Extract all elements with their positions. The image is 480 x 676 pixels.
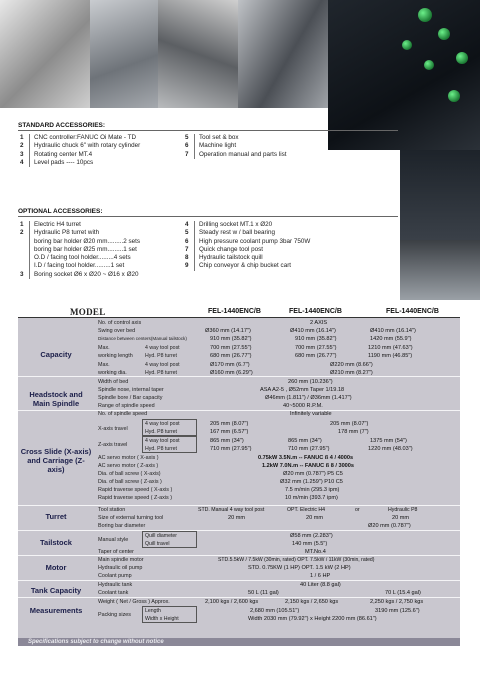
accessory-number bbox=[20, 254, 30, 262]
accessory-text: Chip conveyor & chip bucket cart bbox=[199, 262, 292, 270]
divider bbox=[18, 376, 460, 377]
spec-value: 1420 mm (55.9") bbox=[370, 336, 412, 342]
accessory-number: 6 bbox=[185, 238, 195, 246]
accessory-item bbox=[20, 262, 185, 270]
spec-value: or bbox=[355, 507, 360, 513]
machine-photo-3 bbox=[158, 0, 238, 108]
accessory-item bbox=[185, 262, 385, 270]
panel-button-icon bbox=[456, 52, 468, 64]
optional-accessories-title: OPTIONAL ACCESSORIES: bbox=[18, 208, 103, 215]
spec-value: 865 mm (34") bbox=[210, 438, 244, 444]
spec-sublabel: Quill travel bbox=[145, 541, 170, 547]
model-label: MODEL bbox=[70, 307, 106, 317]
category-cross-slide: Cross Slide (X-axis) and Carriage (Z-axis) bbox=[20, 447, 92, 474]
spec-footer bbox=[18, 638, 460, 646]
spec-label: Coolant pump bbox=[98, 573, 132, 579]
spec-value: Hydraulic P8 bbox=[388, 507, 418, 513]
category-tank: Tank Capacity bbox=[30, 586, 82, 595]
panel-button-icon bbox=[424, 60, 434, 70]
spec-value: ASA A2-5 , Ø52mm Taper 1/19.18 bbox=[260, 387, 345, 393]
spec-value: 20 mm bbox=[306, 515, 324, 521]
spec-value: 865 mm (34") bbox=[288, 438, 322, 444]
accessory-item bbox=[185, 142, 335, 150]
spec-value: 700 mm (27.55") bbox=[210, 345, 252, 351]
spec-label: Rapid traverse speed ( X-axis ) bbox=[98, 487, 173, 493]
accessory-text: High pressure coolant pump 3bar 750W bbox=[199, 237, 311, 245]
spec-value: 710 mm (27.95") bbox=[288, 446, 330, 452]
spec-value: OPT. Electric H4 bbox=[287, 507, 326, 513]
standard-list-left bbox=[20, 134, 185, 167]
spec-value: 178 mm (7") bbox=[338, 429, 369, 435]
spec-value: Infinitely variable bbox=[290, 411, 332, 417]
spec-value: 3190 mm (125.6") bbox=[375, 608, 420, 614]
spec-label: working length bbox=[98, 353, 133, 359]
accessory-text: Machine light bbox=[199, 142, 237, 150]
divider bbox=[18, 216, 398, 217]
standard-accessories-title: STANDARD ACCESSORIES: bbox=[18, 122, 106, 129]
accessory-number: 6 bbox=[185, 142, 195, 150]
accessory-number: 7 bbox=[185, 151, 195, 159]
model-col-2: FEL-1440ENC/B bbox=[289, 308, 342, 315]
control-panel-side-photo bbox=[400, 150, 480, 240]
spec-label: Distance between centers(Manual tailstock) bbox=[98, 336, 187, 341]
spec-label: Tool station bbox=[98, 507, 126, 513]
spec-value: 167 mm (6.57") bbox=[210, 429, 249, 435]
accessory-item bbox=[20, 151, 185, 159]
model-col-3: FEL-1440ENC/B bbox=[386, 308, 439, 315]
accessory-text: I.D / facing tool holder.........1 set bbox=[34, 262, 125, 270]
accessory-item bbox=[185, 254, 385, 262]
accessory-item bbox=[185, 229, 385, 237]
panel-button-icon bbox=[402, 40, 412, 50]
spec-value: 2 AXIS bbox=[310, 320, 328, 326]
accessory-number: 5 bbox=[185, 134, 195, 142]
spec-value: Ø410 mm (16.14") bbox=[290, 328, 336, 334]
spec-value: 680 mm (26.77") bbox=[295, 353, 337, 359]
spec-sublabel: Width x Height bbox=[145, 616, 179, 622]
spec-value: 1375 mm (54") bbox=[370, 438, 407, 444]
accessory-item bbox=[20, 254, 185, 262]
spec-label: Max. bbox=[98, 362, 110, 368]
accessory-number: 4 bbox=[185, 221, 195, 229]
spec-label: Hydraulic tank bbox=[98, 582, 133, 588]
category-capacity: Capacity bbox=[40, 350, 72, 359]
spec-label: Spindle bore / Bar capacity bbox=[98, 395, 163, 401]
accessory-text: Hydraulic chuck 6" with rotary cylinder bbox=[34, 142, 141, 150]
accessory-item bbox=[185, 246, 385, 254]
spec-label: Dia. of ball screw ( X-axis) bbox=[98, 471, 161, 477]
accessory-number: 4 bbox=[20, 159, 30, 167]
spec-label: Boring bar diameter bbox=[98, 523, 146, 529]
accessory-number: 1 bbox=[20, 134, 30, 142]
divider bbox=[18, 530, 460, 531]
accessory-number: 5 bbox=[185, 229, 195, 237]
spec-label: Weight ( Net / Gross ) Approx. bbox=[98, 599, 170, 605]
accessory-text: Electric H4 turret bbox=[34, 221, 81, 228]
accessory-item bbox=[185, 134, 335, 142]
spec-label: AC servo motor ( X-axis ) bbox=[98, 455, 159, 461]
spec-value: 910 mm (35.82") bbox=[295, 336, 337, 342]
accessory-number: 8 bbox=[185, 254, 195, 262]
spec-value: Ø20 mm (0.787") P5 C5 bbox=[283, 471, 343, 477]
spec-value: 710 mm (27.95") bbox=[210, 446, 252, 452]
accessory-item bbox=[20, 238, 185, 246]
divider bbox=[18, 410, 460, 411]
accessory-number bbox=[20, 246, 30, 254]
accessory-text: O.D / facing tool holder.........4 sets bbox=[34, 254, 131, 262]
spec-value: Ø160 mm (6.29") bbox=[210, 370, 253, 376]
machine-photo-1 bbox=[0, 0, 90, 108]
spec-sublabel: Quill diameter bbox=[145, 533, 178, 539]
spec-value: STD. 0.75KW (1 HP) OPT. 1.5 kW (2 HP) bbox=[248, 565, 351, 571]
accessory-text: Hydraulic P8 turret with bbox=[34, 229, 100, 237]
divider bbox=[18, 130, 398, 131]
spec-value: STD. Manual 4 way tool post bbox=[198, 507, 265, 513]
spec-label: Rapid traverse speed ( Z-axis ) bbox=[98, 495, 172, 501]
spec-label: Range of spindle speed bbox=[98, 403, 155, 409]
spec-value: 20 mm bbox=[228, 515, 246, 521]
accessory-item bbox=[20, 246, 185, 254]
spec-sublabel: 4 way tool post bbox=[145, 362, 180, 368]
accessory-number: 1 bbox=[20, 221, 30, 229]
accessory-item bbox=[20, 271, 185, 279]
spec-label: No. of spindle speed bbox=[98, 411, 148, 417]
spec-value: 1210 mm (47.63") bbox=[368, 345, 413, 351]
panel-button-icon bbox=[418, 8, 432, 22]
accessory-number: 9 bbox=[185, 262, 195, 270]
spec-label: Coolant tank bbox=[98, 590, 129, 596]
disclaimer-text: Specifications subject to change without notice bbox=[28, 639, 164, 645]
accessory-text: boring bar holder Ø25 mm.........1 set bbox=[34, 245, 137, 253]
spec-value: MT.No.4 bbox=[305, 549, 326, 555]
spec-label: working dia. bbox=[98, 370, 127, 376]
accessory-text: boring bar holder Ø20 mm.........2 sets bbox=[34, 237, 141, 245]
spec-value: 50 L (11 gal) bbox=[248, 590, 279, 596]
divider bbox=[18, 580, 460, 581]
spec-value: Width 2030 mm (79.92") x Height 2200 mm (86.61") bbox=[248, 616, 377, 622]
accessory-text: Quick change tool post bbox=[199, 245, 264, 253]
spec-value: 2,150 kgs / 2,650 kgs bbox=[285, 599, 339, 605]
divider bbox=[18, 555, 460, 556]
divider bbox=[18, 597, 460, 598]
spec-label: Dia. of ball screw ( Z-axis ) bbox=[98, 479, 162, 485]
spec-label: Size of external turning tool bbox=[98, 515, 164, 521]
spec-value: 1.2kW 7.0N.m -- FANUC ß 8 / 3000s bbox=[262, 463, 355, 469]
spec-sublabel: 4 way tool post bbox=[145, 345, 180, 351]
spec-value: Ø46mm (1.811") / Ø36mm (1.417") bbox=[265, 395, 352, 401]
spec-label: Width of bed bbox=[98, 379, 129, 385]
spec-value: 10 m/min (393.7 ipm) bbox=[285, 495, 338, 501]
spec-label: Max. bbox=[98, 345, 110, 351]
optional-list-left bbox=[20, 221, 185, 279]
spec-value: 20 mm bbox=[392, 515, 410, 521]
accessory-text: Steady rest w / ball bearing bbox=[199, 229, 275, 237]
spec-label: Hydraulic oil pump bbox=[98, 565, 143, 571]
accessory-item bbox=[20, 229, 185, 237]
control-panel-base-photo bbox=[400, 240, 480, 300]
spec-value: 0.75kW 3.5N.m -- FANUC ß 4 / 4000s bbox=[258, 455, 354, 461]
spec-value: 1220 mm (48.03") bbox=[368, 446, 413, 452]
control-panel-photo bbox=[328, 0, 480, 150]
spec-value: 700 mm (27.55") bbox=[295, 345, 337, 351]
panel-button-icon bbox=[438, 28, 450, 40]
spec-value: 1190 mm (46.85") bbox=[368, 353, 413, 359]
standard-list-right bbox=[185, 134, 335, 159]
spec-value: Ø220 mm (8.66") bbox=[330, 362, 373, 368]
spec-sublabel: Hyd. P8 turret bbox=[145, 370, 178, 376]
spec-label: No. of control axis bbox=[98, 320, 142, 326]
accessory-item bbox=[185, 221, 385, 229]
accessory-item bbox=[20, 142, 185, 150]
spec-value: Ø20 mm (0.787") bbox=[368, 523, 411, 529]
spec-value: Ø170 mm (6.7") bbox=[210, 362, 250, 368]
spec-sublabel: 4 way tool post bbox=[145, 438, 180, 444]
spec-label: AC servo motor ( Z-axis ) bbox=[98, 463, 159, 469]
spec-value: Ø210 mm (8.27") bbox=[330, 370, 373, 376]
spec-value: 140 mm (5.5") bbox=[292, 541, 328, 547]
spec-value: 7.5 m/min (295.3 ipm) bbox=[285, 487, 340, 493]
category-tailstock: Tailstock bbox=[40, 538, 72, 547]
category-measurements: Measurements bbox=[29, 606, 83, 615]
spec-label: Z-axis travel bbox=[98, 442, 128, 448]
spec-sublabel: Hyd. P8 turret bbox=[145, 353, 178, 359]
category-motor: Motor bbox=[45, 563, 67, 572]
accessory-number: 2 bbox=[20, 229, 30, 237]
spec-value: Ø58 mm (2.283") bbox=[290, 533, 333, 539]
divider bbox=[18, 505, 460, 506]
spec-label: Spindle nose, internal taper bbox=[98, 387, 164, 393]
spec-label: Taper of center bbox=[98, 549, 134, 555]
spec-value: 205 mm (8.07") bbox=[210, 421, 249, 427]
spec-value: Ø360 mm (14.17") bbox=[205, 328, 251, 334]
accessory-number: 7 bbox=[185, 246, 195, 254]
spec-sublabel: Hyd. P8 turret bbox=[145, 429, 178, 435]
machine-photo-2 bbox=[90, 0, 158, 108]
spec-value: 680 mm (26.77") bbox=[210, 353, 252, 359]
spec-label: X-axis travel bbox=[98, 426, 128, 432]
accessory-item bbox=[185, 238, 385, 246]
spec-value: 2,100 kgs / 2,600 kgs bbox=[205, 599, 259, 605]
accessory-number: 3 bbox=[20, 151, 30, 159]
spec-value: 2,250 kgs / 2,750 kgs bbox=[370, 599, 424, 605]
accessory-text: Drilling socket MT.1 x Ø20 bbox=[199, 221, 273, 228]
category-headstock: Headstock and Main Spindle bbox=[29, 390, 83, 408]
accessory-text: Level pads ---- 10pcs bbox=[34, 158, 94, 166]
spec-sublabel: Hyd. P8 turret bbox=[145, 446, 178, 452]
accessory-item bbox=[20, 134, 185, 142]
spec-value: 40 Liter (8.8 gal) bbox=[300, 582, 341, 588]
accessory-number bbox=[20, 262, 30, 270]
spec-label: Main spindle motor bbox=[98, 557, 144, 563]
spec-value: 2,680 mm (105.51") bbox=[250, 608, 300, 614]
accessory-text: CNC controller:FANUC Oi Mate - TD bbox=[34, 134, 137, 141]
optional-list-right bbox=[185, 221, 385, 271]
accessory-item bbox=[20, 159, 185, 167]
accessory-item bbox=[20, 221, 185, 229]
accessory-text: Tool set & box bbox=[199, 134, 239, 141]
spec-value: STD.5.5kW / 7.5kW (30min, rated) OPT. 7.5kW / 11kW (30min, rated) bbox=[218, 557, 375, 563]
accessory-number bbox=[20, 238, 30, 246]
spec-label: Swing over bed bbox=[98, 328, 136, 334]
accessory-text: Boring socket Ø6 x Ø20 ~ Ø16 x Ø20 bbox=[34, 270, 139, 278]
spec-sublabel: 4 way tool post bbox=[145, 421, 180, 427]
spec-value: 205 mm (8.07") bbox=[330, 421, 369, 427]
category-turret: Turret bbox=[45, 512, 67, 521]
spec-value: Ø410 mm (16.14") bbox=[370, 328, 416, 334]
machine-photo-4 bbox=[238, 0, 328, 108]
spec-label: Manual style bbox=[98, 537, 129, 543]
accessory-text: Hydraulic tailstock quill bbox=[199, 254, 263, 262]
accessory-text: Rotating center MT.4 bbox=[34, 150, 93, 158]
panel-button-icon bbox=[448, 90, 460, 102]
accessory-text: Operation manual and parts list bbox=[199, 150, 287, 158]
spec-value: 1 / 6 HP bbox=[310, 573, 331, 579]
spec-value: Ø32 mm (1.259") P10 C5 bbox=[280, 479, 343, 485]
accessory-number: 3 bbox=[20, 271, 30, 279]
spec-value: 260 mm (10.236") bbox=[288, 379, 333, 385]
spec-sublabel: Length bbox=[145, 608, 161, 614]
spec-value: 40~5000 R.P.M. bbox=[283, 403, 323, 409]
model-col-1: FEL-1440ENC/B bbox=[208, 308, 261, 315]
spec-value: 70 L (15.4 gal) bbox=[385, 590, 421, 596]
spec-value: 910 mm (35.82") bbox=[210, 336, 252, 342]
accessory-number: 2 bbox=[20, 142, 30, 150]
spec-label: Packing sizes bbox=[98, 612, 131, 618]
accessory-item bbox=[185, 151, 335, 159]
